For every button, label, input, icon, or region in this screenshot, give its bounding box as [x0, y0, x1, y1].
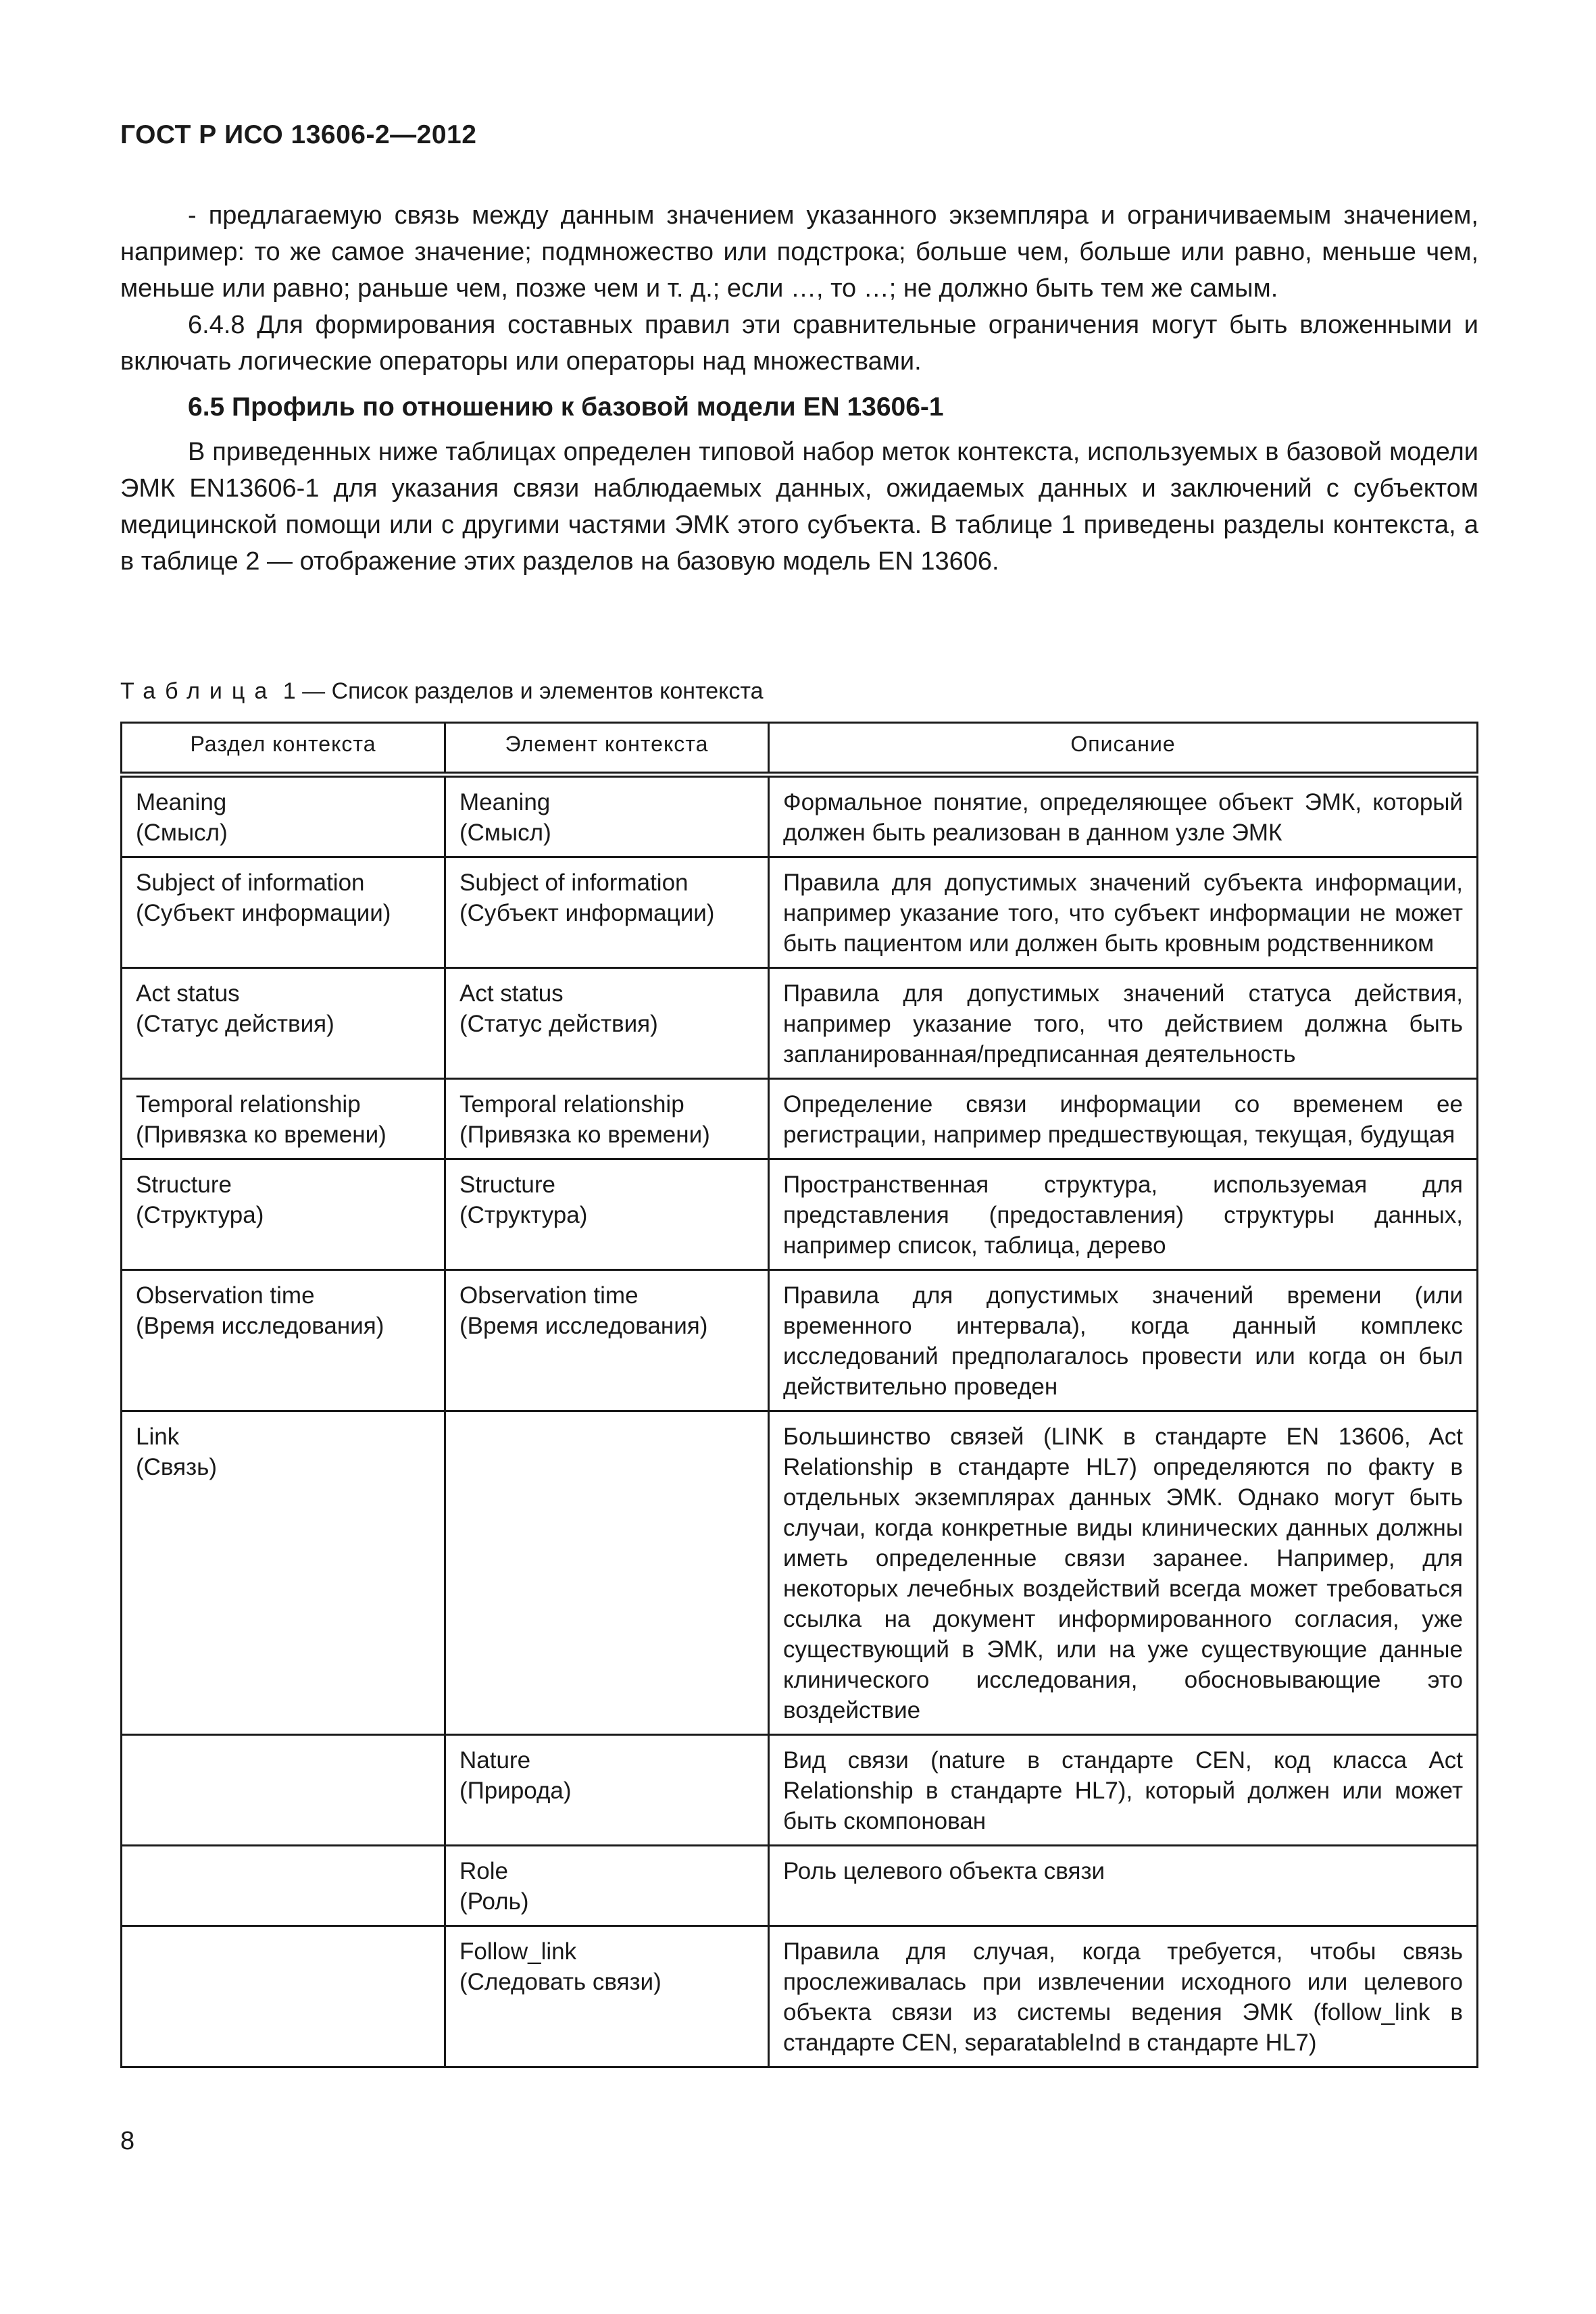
cell-section-line: (Время исследования) [136, 1313, 384, 1339]
table-caption-text: 1 — Список разделов и элементов контекста [282, 678, 764, 704]
cell-section [122, 857, 445, 968]
cell-description: Вид связи (nature в стандарте CEN, код класса Act Relationship в стандарте HL7), который должен или может быть скомпонован [769, 1735, 1478, 1846]
cell-element [445, 1159, 769, 1270]
body-text [120, 197, 1478, 580]
cell-element [445, 1846, 769, 1926]
cell-element [445, 1411, 769, 1735]
cell-element [445, 1735, 769, 1846]
cell-section [122, 1846, 445, 1926]
cell-description: Правила для допустимых значений времени (или временного интервала), когда данный комплекс исследований предполагалось провести или когда он был действительно проведен [769, 1270, 1478, 1411]
cell-section [122, 1270, 445, 1411]
cell-element [445, 857, 769, 968]
header-description: Описание [769, 723, 1478, 775]
cell-element [445, 1926, 769, 2067]
cell-description: Правила для допустимых значений субъекта информации, например указание того, что субъект информации не может быть пациентом или должен быть кровным родственником [769, 857, 1478, 968]
document-header: ГОСТ Р ИСО 13606-2—2012 [120, 120, 477, 149]
cell-section-line: (Статус действия) [136, 1011, 334, 1037]
cell-section-line: Subject of information [136, 870, 365, 896]
cell-description: Правила для случая, когда требуется, чтобы связь прослеживалась при извлечении исходного или целевого объекта связи из системы ведения ЭМК (follow_link в стандарте CEN, separatableInd в стандарте HL7) [769, 1926, 1478, 2067]
table-row [122, 1735, 1478, 1846]
cell-element-line: (Смысл) [459, 820, 551, 846]
section-heading-6-5: 6.5 Профиль по отношению к базовой модели EN 13606-1 [188, 393, 944, 422]
header-element: Элемент контекста [445, 723, 769, 775]
table-row [122, 1159, 1478, 1270]
table-header-row [122, 723, 1478, 775]
document-page [120, 0, 1478, 2314]
table-row [122, 857, 1478, 968]
cell-section-line: (Связь) [136, 1454, 218, 1480]
cell-element-line: (Статус действия) [459, 1011, 658, 1037]
cell-section [122, 1159, 445, 1270]
cell-section-line: (Привязка ко времени) [136, 1122, 386, 1148]
cell-section [122, 1079, 445, 1159]
cell-section-line: (Структура) [136, 1202, 264, 1228]
cell-section-line: Structure [136, 1172, 232, 1198]
table-row [122, 775, 1478, 857]
cell-element [445, 775, 769, 857]
cell-description: Формальное понятие, определяющее объект ЭМК, который должен быть реализован в данном узле ЭМК [769, 775, 1478, 857]
cell-section [122, 1735, 445, 1846]
cell-section [122, 775, 445, 857]
cell-element-line: (Субъект информации) [459, 900, 715, 926]
cell-description: Пространственная структура, используемая для представления (предоставления) структуры данных, например список, таблица, дерево [769, 1159, 1478, 1270]
paragraph-comparison: - предлагаемую связь между данным значением указанного экземпляра и ограничиваемым значением, например: то же самое значение; подмножество или подстрока; больше чем, больше или равно, меньше чем, меньше или равно; раньше чем, позже чем и т. д.; если …, то …; не должно быть тем же самым. [120, 201, 1478, 303]
cell-element-line: Act status [459, 980, 564, 1007]
table-row [122, 968, 1478, 1079]
paragraph-tables-intro: В приведенных ниже таблицах определен типовой набор меток контекста, используемых в базовой модели ЭМК EN13606-1 для указания связи наблюдаемых данных, ожидаемых данных и заключений с субъектом медицинской помощи или с другими частями ЭМК этого субъекта. В таблице 1 приведены разделы контекста, а в таблице 2 — отображение этих разделов на базовую модель EN 13606. [120, 438, 1478, 576]
cell-element [445, 1270, 769, 1411]
cell-description: Определение связи информации со временем ее регистрации, например предшествующая, текущая, будущая [769, 1079, 1478, 1159]
cell-element-line: Temporal relationship [459, 1091, 684, 1117]
cell-section-line: Meaning [136, 789, 227, 815]
table-row [122, 1926, 1478, 2067]
page-number: 8 [120, 2127, 135, 2155]
paragraph-6-4-8: 6.4.8 Для формирования составных правил эти сравнительные ограничения могут быть вложенными и включать логические операторы или операторы над множествами. [120, 311, 1478, 376]
cell-element-line: Meaning [459, 789, 551, 815]
cell-section-line: (Субъект информации) [136, 900, 391, 926]
table-row [122, 1846, 1478, 1926]
cell-element-line: Follow_link [459, 1938, 577, 1965]
cell-element-line: (Структура) [459, 1202, 588, 1228]
cell-element-line: Nature [459, 1747, 531, 1774]
cell-element [445, 1079, 769, 1159]
cell-description: Правила для допустимых значений статуса действия, например указание того, что действием должна быть запланированная/предписанная деятельность [769, 968, 1478, 1079]
cell-element [445, 968, 769, 1079]
cell-section-line: Temporal relationship [136, 1091, 361, 1117]
cell-element-line: Observation time [459, 1282, 639, 1309]
cell-section-line: Link [136, 1424, 180, 1450]
cell-element-line: (Роль) [459, 1888, 529, 1915]
cell-section [122, 1926, 445, 2067]
cell-description: Большинство связей (LINK в стандарте EN 13606, Act Relationship в стандарте HL7) определяются по факту в отдельных экземплярах данных ЭМК. Однако могут быть случаи, когда конкретные виды клинических данных должны иметь определенные связи заранее. Например, для некоторых лечебных воздействий всегда может требоваться ссылка на документ информированного согласия, уже существующий в ЭМК, или на уже существующие данные клинического исследования, обосновывающие это воздействие [769, 1411, 1478, 1735]
context-table [120, 722, 1478, 2068]
table-caption-label: Таблица [120, 678, 277, 704]
table-row [122, 1270, 1478, 1411]
cell-element-line: Structure [459, 1172, 555, 1198]
cell-section [122, 968, 445, 1079]
header-section: Раздел контекста [122, 723, 445, 775]
cell-element-line: (Привязка ко времени) [459, 1122, 710, 1148]
cell-section-line: Act status [136, 980, 240, 1007]
cell-section-line: Observation time [136, 1282, 315, 1309]
cell-section-line: (Смысл) [136, 820, 228, 846]
cell-element-line: (Природа) [459, 1778, 572, 1804]
cell-element-line: Subject of information [459, 870, 689, 896]
table-caption [120, 678, 764, 705]
cell-element-line: (Следовать связи) [459, 1969, 662, 1995]
cell-element-line: (Время исследования) [459, 1313, 708, 1339]
table-row [122, 1079, 1478, 1159]
table-row [122, 1411, 1478, 1735]
cell-section [122, 1411, 445, 1735]
cell-description: Роль целевого объекта связи [769, 1846, 1478, 1926]
cell-element-line: Role [459, 1858, 508, 1884]
